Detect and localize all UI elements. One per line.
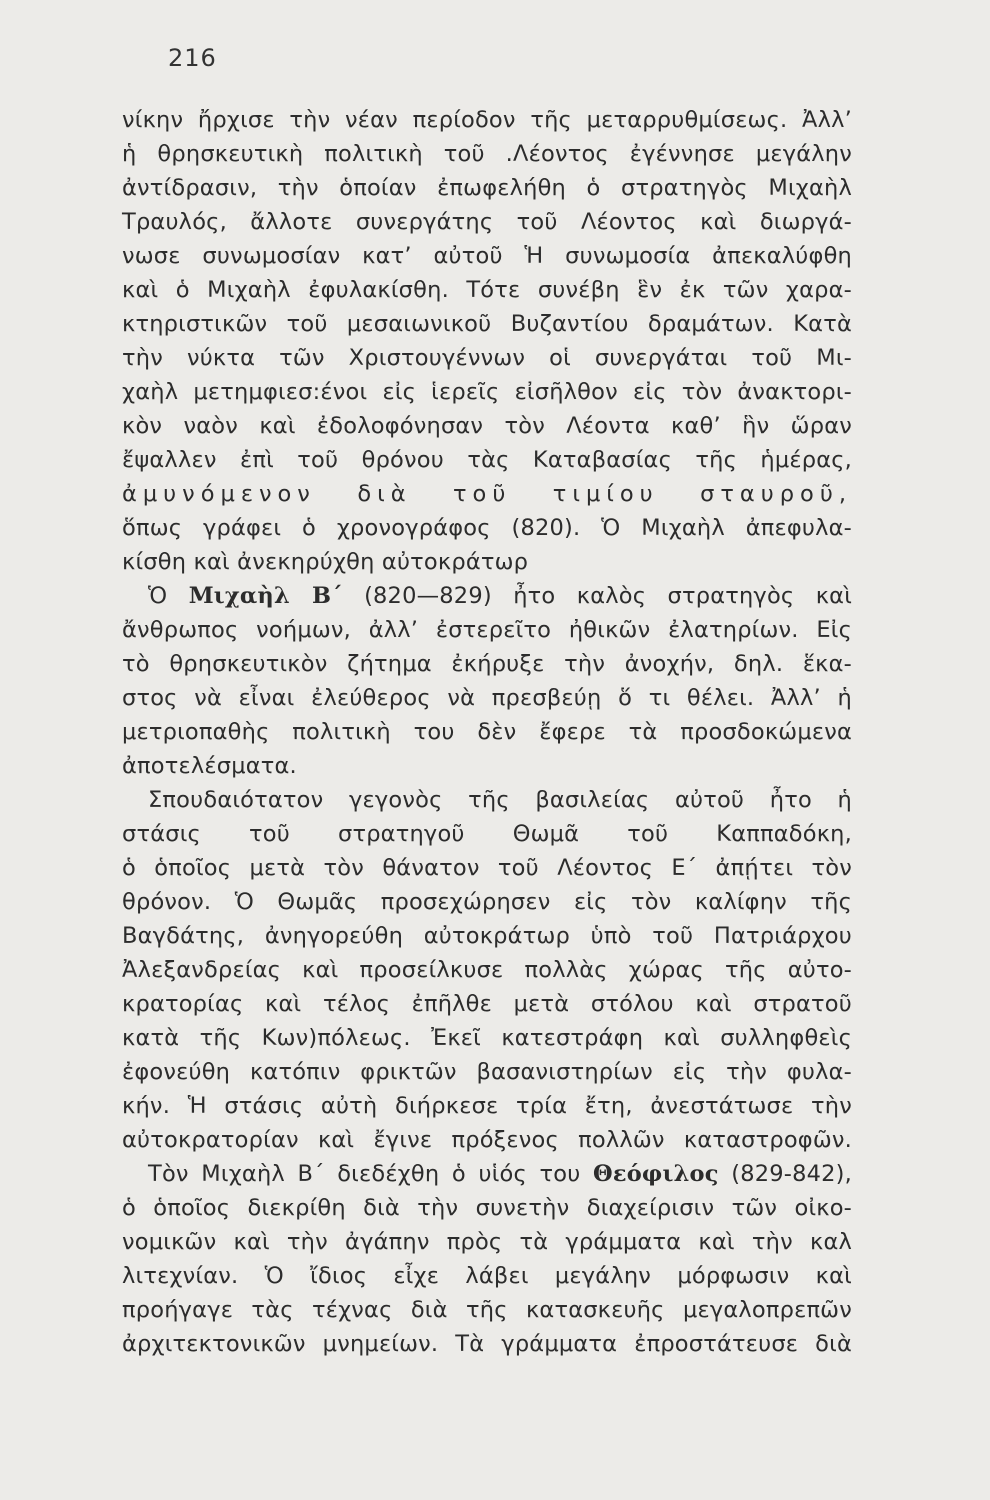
page-number: 216 [168,44,217,72]
text-line: στάσις τοῦ στρατηγοῦ Θωμᾶ τοῦ Καππαδόκη, [122,821,852,847]
line-rest: (820—829) ἦτο καλὸς στρατηγὸς καὶ [364,583,853,609]
text-line: αὐτοκρατορίαν καὶ ἔγινε πρόξενος πολλῶν καταστροφῶν. [122,1127,852,1153]
text-line: στος νὰ εἶναι ἐλεύθερος νὰ πρεσβεύῃ ὅ τι θέλει. Ἀλλ’ ἡ [122,685,852,711]
line-rest: (829-842), [731,1161,852,1187]
text-line: ἡ θρησκευτικὴ πολιτικὴ τοῦ .Λέοντος ἐγέννησε μεγάλην [122,141,852,167]
text-line: προήγαγε τὰς τέχνας διὰ τῆς κατασκευῆς μεγαλοπρεπῶν [122,1297,852,1323]
text-line: τὴν νύκτα τῶν Χριστουγέννων οἱ συνεργάται τοῦ Μι- [122,345,852,371]
text-line: κὸν ναὸν καὶ ἐδολοφόνησαν τὸν Λέοντα καθ’ ἣν ὥραν [122,413,852,439]
text-line: ὅπως γράφει ὁ χρονογράφος (820). Ὁ Μιχαὴλ ἀπεφυλα- [122,515,852,541]
text-line: τὸ θρησκευτικὸν ζήτημα ἐκήρυξε τὴν ἀνοχήν, δηλ. ἕκα- [122,651,852,677]
text-line: κρατορίας καὶ τέλος ἐπῆλθε μετὰ στόλου καὶ στρατοῦ [122,991,852,1017]
text-line: ἀντίδρασιν, τὴν ὁποίαν ἐπωφελήθη ὁ στρατηγὸς Μιχαὴλ [122,175,852,201]
text-line: ἀρχιτεκτονικῶν μνημείων. Τὰ γράμματα ἐπροστάτευσε διὰ [122,1331,852,1357]
text-line: ἄνθρωπος νοήμων, ἀλλ’ ἐστερεῖτο ἠθικῶν ἐλατηρίων. Εἰς [122,617,852,643]
emperor-name: Θεόφιλος [593,1161,719,1187]
text-line [122,1157,852,1191]
text-line: μετριοπαθὴς πολιτικὴ του δὲν ἔφερε τὰ προσδοκώμενα [122,719,852,745]
text-line: νομικῶν καὶ τὴν ἀγάπην πρὸς τὰ γράμματα καὶ τὴν καλ [122,1229,852,1255]
text-line [122,579,852,613]
text-line: ἀποτελέσματα. [122,753,297,779]
emperor-name: Μιχαὴλ Β΄ [188,583,343,609]
text-line: λιτεχνίαν. Ὁ ἴδιος εἶχε λάβει μεγάλην μόρφωσιν καὶ [122,1263,852,1289]
text-line: ἐφονεύθη κατόπιν φρικτῶν βασανιστηρίων εἰς τὴν φυλα- [122,1059,852,1085]
text-line: χαὴλ μετημφιεσ:ένοι εἰς ἱερεῖς εἰσῆλθον εἰς τὸν ἀνακτορι- [122,379,852,405]
text-line: Σπουδαιότατον γεγονὸς τῆς βασιλείας αὐτοῦ ἦτο ἡ [148,787,852,813]
line-prefix: Τὸν Μιχαὴλ Β΄ διεδέχθη ὁ υἱός του [148,1161,581,1187]
text-line: κτηριστικῶν τοῦ μεσαιωνικοῦ Βυζαντίου δραμάτων. Κατὰ [122,311,852,337]
text-line: καὶ ὁ Μιχαὴλ ἐφυλακίσθη. Τότε συνέβη ἓν ἐκ τῶν χαρα- [122,277,852,303]
text-line: νίκην ἤρχισε τὴν νέαν περίοδον τῆς μεταρρυθμίσεως. Ἀλλ’ [122,107,852,133]
text-line: ἀμυνόμενον διὰ τοῦ τιμίου σταυροῦ, [122,481,852,507]
text-line: ὁ ὁποῖος διεκρίθη διὰ τὴν συνετὴν διαχείρισιν τῶν οἰκο- [122,1195,852,1221]
text-line: ὁ ὁποῖος μετὰ τὸν θάνατον τοῦ Λέοντος Ε΄ ἀπῄτει τὸν [122,855,852,881]
text-line: κατὰ τῆς Κων)πόλεως. Ἐκεῖ κατεστράφη καὶ συλληφθεὶς [122,1025,852,1051]
text-line: Τραυλός, ἄλλοτε συνεργάτης τοῦ Λέοντος καὶ διωργά- [122,209,852,235]
line-prefix: Ὁ [148,583,168,609]
text-line: νωσε συνωμοσίαν κατ’ αὐτοῦ Ἡ συνωμοσία ἀπεκαλύφθη [122,243,852,269]
text-line: ἔψαλλεν ἐπὶ τοῦ θρόνου τὰς Καταβασίας τῆς ἡμέρας, [122,447,852,473]
text-line: θρόνον. Ὁ Θωμᾶς προσεχώρησεν εἰς τὸν καλίφην τῆς [122,889,852,915]
body-text [122,103,852,1361]
text-line: κίσθη καὶ ἀνεκηρύχθη αὐτοκράτωρ [122,549,529,575]
text-line: Βαγδάτης, ἀνηγορεύθη αὐτοκράτωρ ὑπὸ τοῦ Πατριάρχου [122,923,852,949]
text-line: κήν. Ἡ στάσις αὐτὴ διήρκεσε τρία ἔτη, ἀνεστάτωσε τὴν [122,1093,852,1119]
text-line: Ἀλεξανδρείας καὶ προσείλκυσε πολλὰς χώρας τῆς αὐτο- [122,957,852,983]
